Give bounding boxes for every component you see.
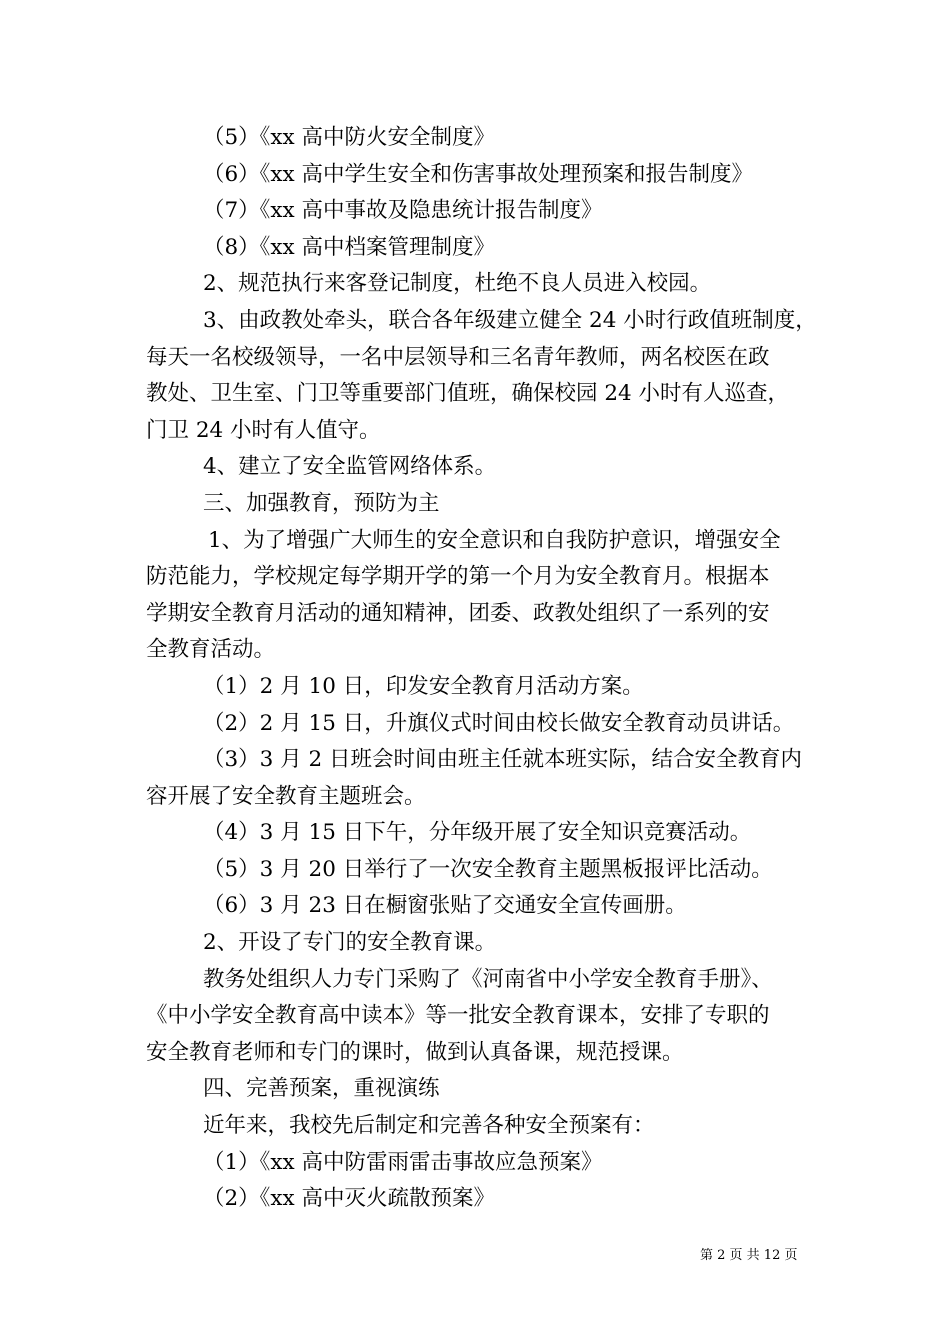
page-number-footer: 第 2 页 共 12 页 [700,1248,798,1263]
section-heading-4: 四、完善预案，重视演练 [203,1076,440,1102]
list-item-8: （8）《xx 高中档案管理制度》 [203,234,496,260]
paragraph-3-line-3: 教处、卫生室、门卫等重要部门值班，确保校园 24 小时有人巡查， [146,381,790,407]
paragraph-textbooks-line-1: 教务处组织人力专门采购了《河南省中小学安全教育手册》、 [203,966,773,992]
paragraph-textbooks-line-2: 《中小学安全教育高中读本》等一批安全教育课本，安排了专职的 [146,1003,770,1029]
paragraph-2: 2、规范执行来客登记制度，杜绝不良人员进入校园。 [203,271,712,297]
plan-item-1: （1）《xx 高中防雷雨雷击事故应急预案》 [203,1149,603,1175]
plan-item-2: （2）《xx 高中灭火疏散预案》 [203,1186,496,1212]
activity-item-3-line-2: 容开展了安全教育主题班会。 [146,783,426,809]
activity-item-6: （6）3 月 23 日在橱窗张贴了交通安全宣传画册。 [203,893,687,919]
list-item-7: （7）《xx 高中事故及隐患统计报告制度》 [203,198,603,224]
activity-item-3-line-1: （3）3 月 2 日班会时间由班主任就本班实际，结合安全教育内 [203,747,803,773]
activity-item-2: （2）2 月 15 日，升旗仪式时间由校长做安全教育动员讲话。 [203,710,795,736]
paragraph-plans-intro: 近年来，我校先后制定和完善各种安全预案有： [203,1113,655,1139]
document-body [146,120,818,1218]
activity-item-5: （5）3 月 20 日举行了一次安全教育主题黑板报评比活动。 [203,856,773,882]
activity-item-1: （1）2 月 10 日，印发安全教育月活动方案。 [203,673,644,699]
paragraph-3-line-4: 门卫 24 小时有人值守。 [146,417,381,443]
list-item-6: （6）《xx 高中学生安全和伤害事故处理预案和报告制度》 [203,161,754,187]
paragraph-edu-1-line-3: 学期安全教育月活动的通知精神，团委、政教处组织了一系列的安 [146,600,770,626]
paragraph-edu-1-line-1: 1、为了增强广大师生的安全意识和自我防护意识，增强安全 [208,527,781,553]
paragraph-3-line-1: 3、由政教处牵头，联合各年级建立健全 24 小时行政值班制度， [203,307,817,333]
paragraph-edu-1-line-4: 全教育活动。 [146,637,276,663]
activity-item-4: （4）3 月 15 日下午，分年级开展了安全知识竞赛活动。 [203,820,752,846]
paragraph-edu-1-line-2: 防范能力，学校规定每学期开学的第一个月为安全教育月。根据本 [146,564,770,590]
paragraph-3-line-2: 每天一名校级领导，一名中层领导和三名青年教师，两名校医在政 [146,344,770,370]
paragraph-4: 4、建立了安全监管网络体系。 [203,454,497,480]
section-heading-3: 三、加强教育，预防为主 [203,490,440,516]
list-item-5: （5）《xx 高中防火安全制度》 [203,125,496,150]
paragraph-textbooks-line-3: 安全教育老师和专门的课时，做到认真备课，规范授课。 [146,1039,684,1065]
paragraph-edu-2: 2、开设了专门的安全教育课。 [203,930,497,956]
